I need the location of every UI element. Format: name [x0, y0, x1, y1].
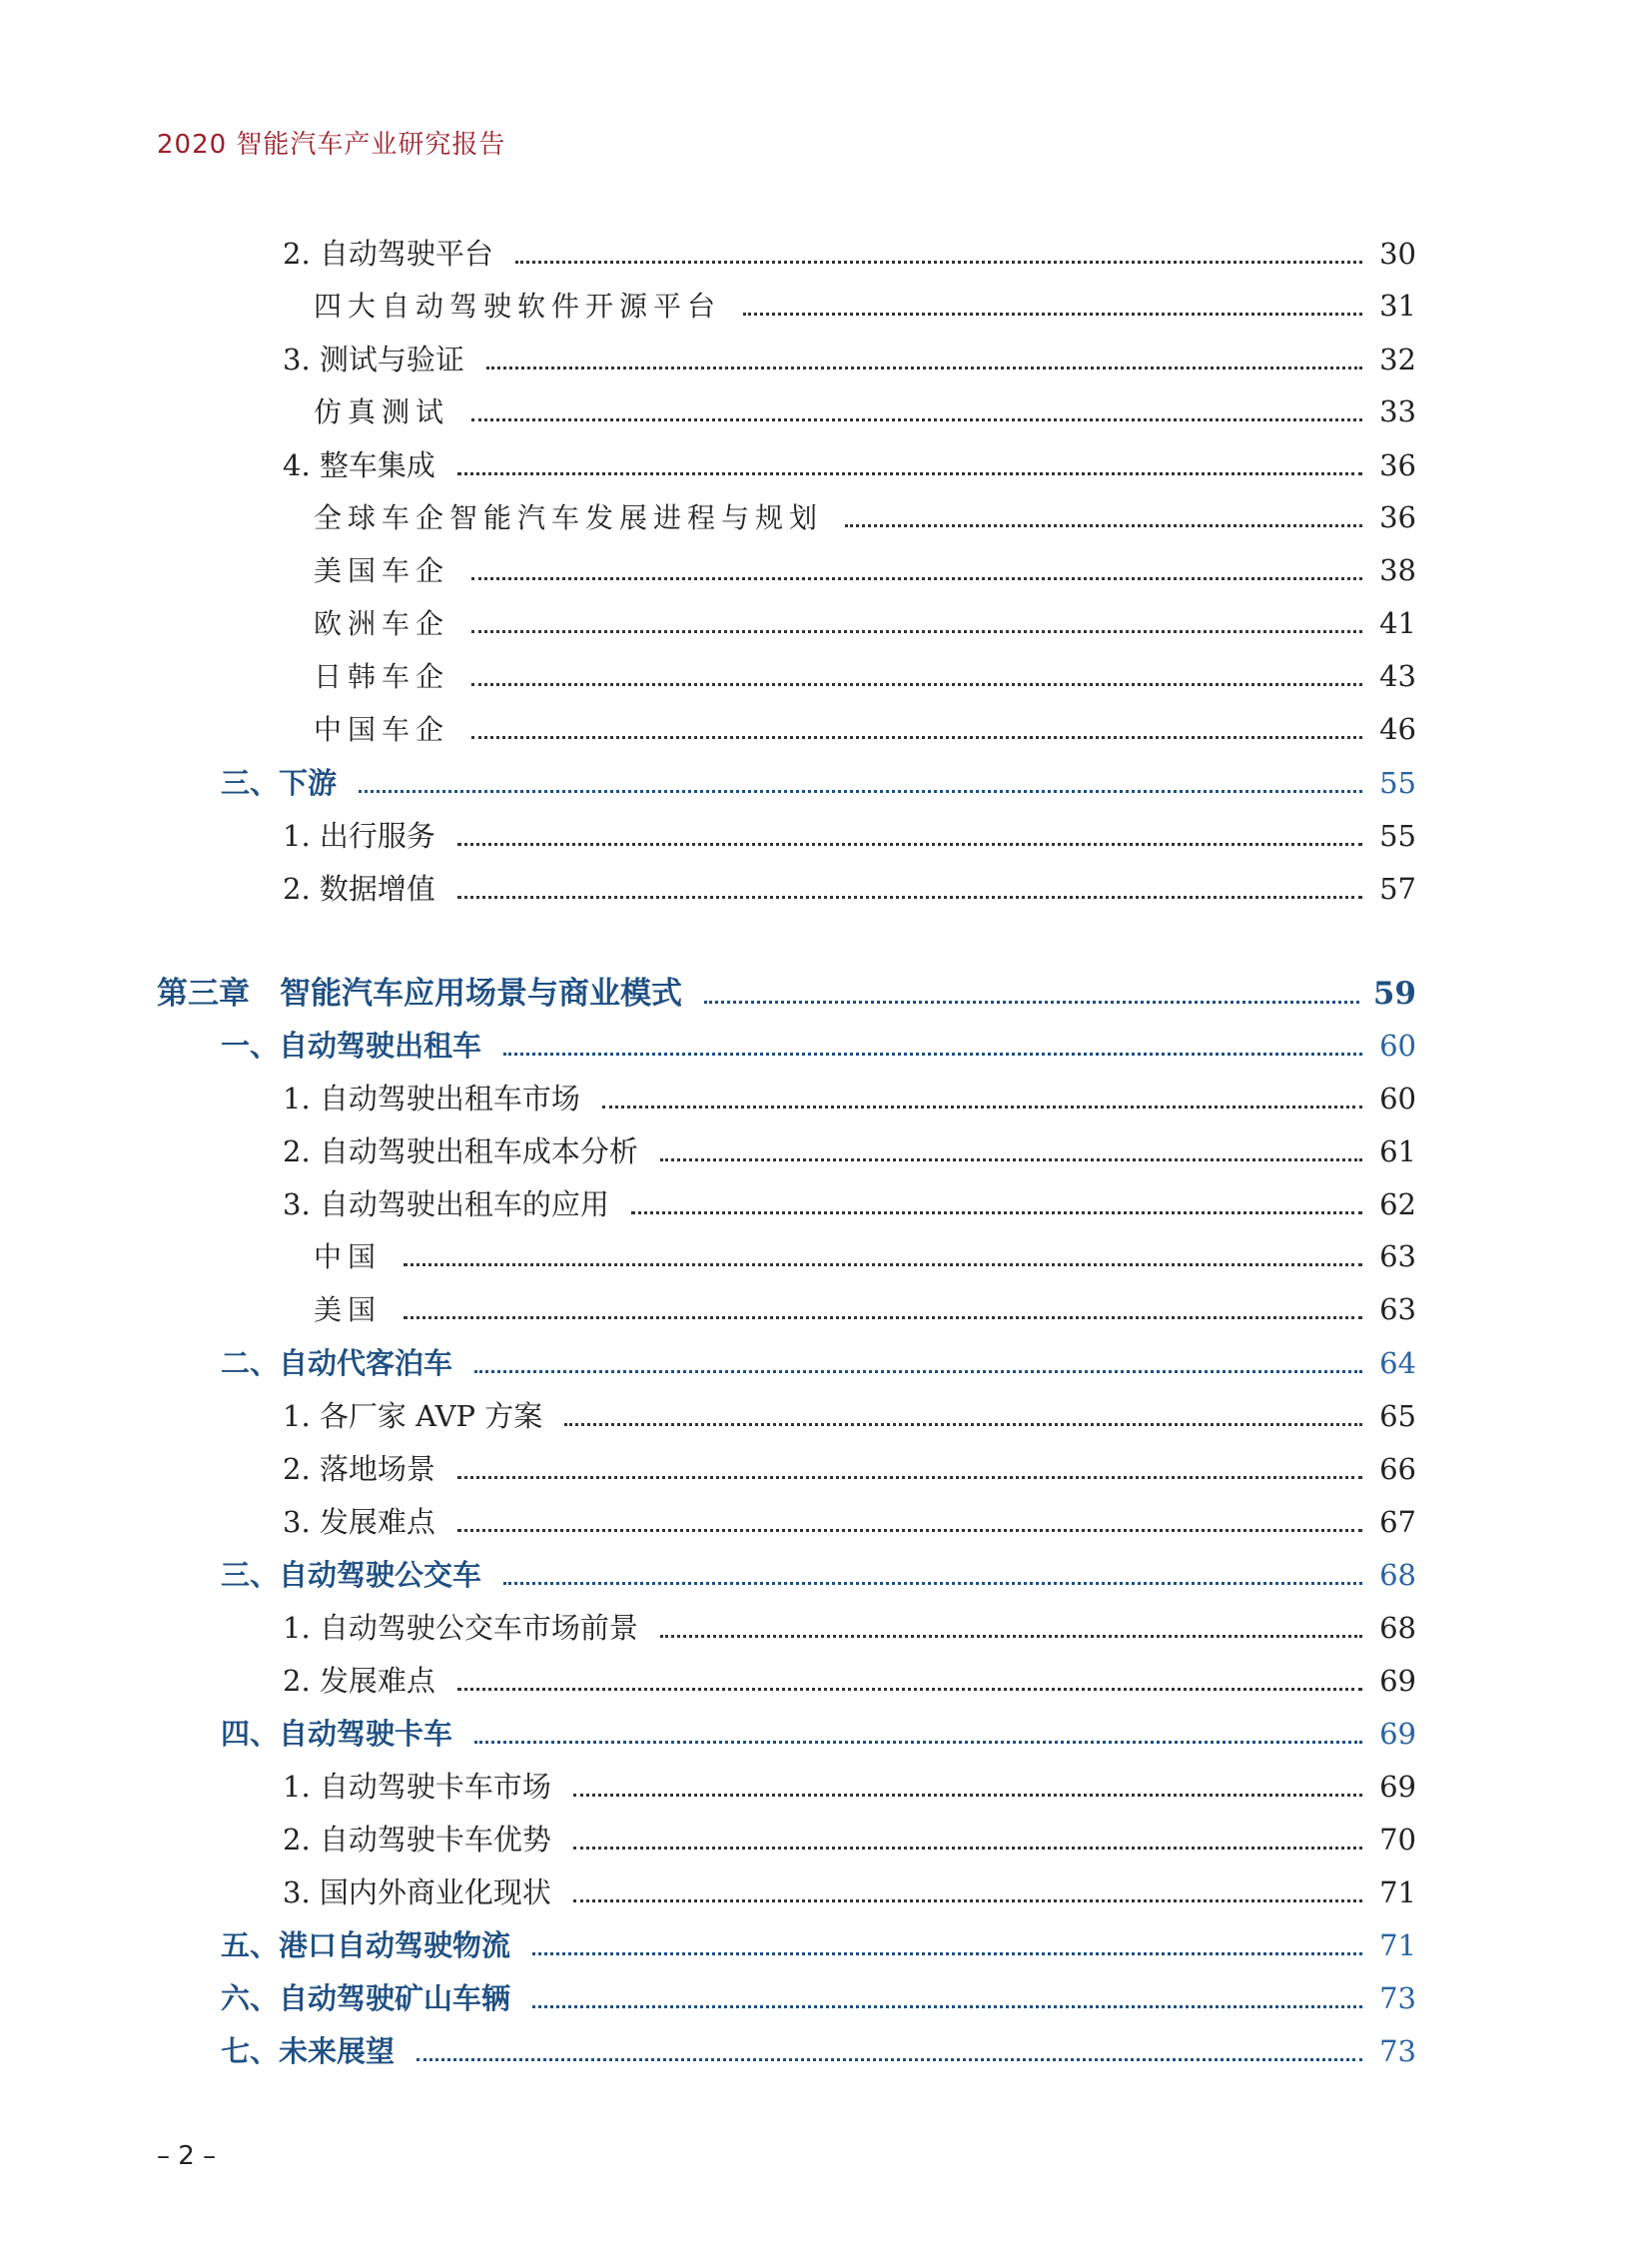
toc-leader-dots — [471, 736, 1362, 739]
toc-entry-label: 3. 发展难点 — [283, 1505, 435, 1539]
toc-leader-dots — [404, 1316, 1362, 1319]
toc-entry-label: 1. 自动驾驶公交车市场前景 — [283, 1611, 638, 1645]
toc-chapter[interactable] — [157, 968, 1416, 1013]
toc-entry-label: 日韩车企 — [314, 660, 450, 693]
toc-entry-page: 57 — [1379, 872, 1416, 906]
toc-entry-label: 中国 — [314, 1240, 383, 1273]
toc-leader-dots — [457, 1529, 1362, 1532]
toc-entry-page: 62 — [1379, 1187, 1416, 1221]
toc-section-page: 69 — [1379, 1717, 1416, 1751]
toc-entry-label: 美国 — [314, 1293, 383, 1326]
toc-entry-page: 41 — [1379, 606, 1416, 640]
toc-entry-page: 69 — [1379, 1664, 1416, 1698]
toc-section[interactable] — [221, 1712, 1416, 1753]
toc-leader-dots — [845, 524, 1362, 527]
toc-leader-dots — [474, 1370, 1362, 1373]
toc-entry[interactable] — [283, 1500, 1416, 1541]
toc-entry-page: 61 — [1379, 1134, 1416, 1168]
toc-leader-dots — [457, 1476, 1362, 1479]
toc-entry[interactable] — [314, 285, 1416, 325]
toc-entry-page: 71 — [1379, 1875, 1416, 1909]
toc-entry[interactable] — [283, 1394, 1416, 1435]
toc-leader-dots — [457, 843, 1362, 846]
toc-entry[interactable] — [283, 1870, 1416, 1911]
toc-entry[interactable] — [314, 602, 1416, 642]
toc-section[interactable] — [221, 2029, 1416, 2070]
toc-leader-dots — [573, 1794, 1362, 1797]
toc-chapter-title: 智能汽车应用场景与商业模式 — [280, 976, 682, 1012]
toc-entry-label: 3. 自动驾驶出租车的应用 — [283, 1187, 609, 1221]
toc-entry-label: 仿真测试 — [314, 395, 450, 428]
toc-entry-page: 33 — [1379, 394, 1416, 428]
toc-section-label: 七、未来展望 — [221, 2034, 396, 2068]
toc-section[interactable] — [221, 1553, 1416, 1594]
running-header: 2020 智能汽车产业研究报告 — [157, 130, 506, 160]
toc-leader-dots — [660, 1635, 1362, 1638]
toc-section[interactable] — [221, 1024, 1416, 1065]
toc-section-page: 68 — [1379, 1558, 1416, 1592]
toc-entry-page: 65 — [1379, 1399, 1416, 1433]
toc-leader-dots — [743, 313, 1362, 316]
toc-entry-page: 68 — [1379, 1611, 1416, 1645]
toc-entry[interactable] — [314, 655, 1416, 695]
toc-leader-dots — [503, 1053, 1362, 1056]
toc-leader-dots — [457, 472, 1362, 475]
toc-section-label: 五、港口自动驾驶物流 — [221, 1928, 511, 1962]
toc-entry-label: 2. 发展难点 — [283, 1664, 435, 1698]
toc-chapter-label — [157, 968, 704, 1013]
toc-leader-dots — [503, 1582, 1362, 1585]
toc-leader-dots — [457, 896, 1362, 899]
toc-section-page: 71 — [1379, 1928, 1416, 1962]
toc-leader-dots — [474, 1741, 1362, 1744]
toc-leader-dots — [532, 1952, 1362, 1955]
toc-entry[interactable] — [283, 867, 1416, 908]
toc-entry[interactable] — [314, 549, 1416, 589]
toc-entry[interactable] — [314, 496, 1416, 536]
toc-entry-label: 全球车企智能汽车发展进程与规划 — [314, 501, 824, 534]
toc-section-label: 三、下游 — [221, 766, 338, 800]
toc-leader-dots — [573, 1847, 1362, 1850]
toc-entry-page: 36 — [1379, 448, 1416, 482]
toc-section-page: 55 — [1379, 766, 1416, 800]
toc-entry-page: 69 — [1379, 1770, 1416, 1804]
toc-leader-dots — [471, 418, 1362, 421]
toc-entry-page: 60 — [1379, 1082, 1416, 1116]
toc-entry-label: 1. 自动驾驶出租车市场 — [283, 1082, 580, 1116]
toc-section-label: 六、自动驾驶矿山车辆 — [221, 1981, 511, 2015]
toc-entry[interactable] — [283, 1447, 1416, 1488]
toc-entry-label: 2. 自动驾驶卡车优势 — [283, 1823, 551, 1857]
toc-entry[interactable] — [283, 1077, 1416, 1118]
toc-leader-dots — [457, 1688, 1362, 1691]
toc-leader-dots — [564, 1423, 1362, 1426]
toc-entry-page: 36 — [1379, 500, 1416, 534]
toc-entry[interactable] — [283, 814, 1416, 855]
toc-chapter-page: 59 — [1372, 976, 1416, 1012]
toc-leader-dots — [471, 577, 1362, 580]
toc-entry-page: 67 — [1379, 1505, 1416, 1539]
toc-section-label: 二、自动代客泊车 — [221, 1346, 453, 1380]
toc-leader-dots — [602, 1106, 1362, 1109]
toc-leader-dots — [631, 1211, 1362, 1214]
toc-entry-label: 1. 出行服务 — [283, 819, 435, 853]
toc-entry[interactable] — [283, 443, 1416, 484]
toc-leader-dots — [359, 790, 1362, 793]
toc-leader-dots — [704, 1001, 1359, 1004]
toc-section[interactable] — [221, 1976, 1416, 2017]
toc-section-page: 73 — [1379, 1981, 1416, 2015]
toc-entry-label: 美国车企 — [314, 554, 450, 587]
toc-entry-page: 63 — [1379, 1239, 1416, 1273]
toc-entry-label: 2. 自动驾驶平台 — [283, 237, 493, 271]
toc-entry-label: 2. 自动驾驶出租车成本分析 — [283, 1134, 638, 1168]
toc-entry[interactable] — [283, 338, 1416, 378]
toc-entry-label: 2. 数据增值 — [283, 872, 435, 906]
toc-entry[interactable] — [283, 1182, 1416, 1223]
toc-entry-page: 32 — [1379, 343, 1416, 376]
toc-entry-page: 38 — [1379, 553, 1416, 587]
toc-entry[interactable] — [283, 1818, 1416, 1859]
toc-entry-label: 中国车企 — [314, 713, 450, 746]
toc-entry-label: 4. 整车集成 — [283, 448, 435, 482]
toc-entry-label: 3. 国内外商业化现状 — [283, 1875, 551, 1909]
toc-entry-page: 66 — [1379, 1452, 1416, 1486]
toc-entry-label: 2. 落地场景 — [283, 1452, 435, 1486]
toc-section-label: 一、自动驾驶出租车 — [221, 1029, 482, 1063]
toc-leader-dots — [532, 2005, 1362, 2008]
toc-leader-dots — [416, 2058, 1362, 2061]
toc-entry-label: 1. 自动驾驶卡车市场 — [283, 1770, 551, 1804]
toc-entry[interactable] — [314, 1235, 1416, 1275]
toc-chapter-number: 第三章 — [157, 976, 250, 1012]
toc-entry-page: 31 — [1379, 289, 1416, 323]
toc-entry-page: 63 — [1379, 1292, 1416, 1326]
toc-entry[interactable] — [283, 1765, 1416, 1806]
toc-entry-label: 四大自动驾驶软件开源平台 — [314, 290, 722, 323]
toc-entry-page: 70 — [1379, 1823, 1416, 1857]
page-number: – 2 – — [157, 2141, 217, 2171]
toc-section-label: 三、自动驾驶公交车 — [221, 1558, 482, 1592]
toc-leader-dots — [471, 683, 1362, 686]
toc-section-page: 64 — [1379, 1346, 1416, 1380]
toc-leader-dots — [515, 261, 1362, 264]
toc-entry[interactable] — [314, 708, 1416, 748]
toc-entry[interactable] — [314, 1288, 1416, 1328]
toc-entry[interactable] — [283, 1129, 1416, 1170]
toc-entry-label: 3. 测试与验证 — [283, 343, 464, 376]
toc-entry[interactable] — [314, 390, 1416, 430]
toc-entry[interactable] — [283, 232, 1416, 273]
toc-leader-dots — [486, 367, 1362, 370]
toc-entry[interactable] — [283, 1659, 1416, 1700]
toc-section-page: 73 — [1379, 2034, 1416, 2068]
toc-entry-page: 46 — [1379, 712, 1416, 746]
toc-section[interactable] — [221, 761, 1416, 802]
toc-leader-dots — [404, 1263, 1362, 1266]
toc-entry-page: 55 — [1379, 819, 1416, 853]
toc-leader-dots — [471, 630, 1362, 633]
toc-section-label: 四、自动驾驶卡车 — [221, 1717, 453, 1751]
toc-entry-label: 欧洲车企 — [314, 607, 450, 640]
toc-section[interactable] — [221, 1341, 1416, 1382]
toc-leader-dots — [660, 1158, 1362, 1161]
toc-entry-page: 30 — [1379, 237, 1416, 271]
toc-leader-dots — [573, 1899, 1362, 1902]
toc-entry-label: 1. 各厂家 AVP 方案 — [283, 1399, 543, 1433]
toc-section-page: 60 — [1379, 1029, 1416, 1063]
toc-section[interactable] — [221, 1923, 1416, 1964]
toc-entry[interactable] — [283, 1606, 1416, 1647]
toc-entry-page: 43 — [1379, 659, 1416, 693]
